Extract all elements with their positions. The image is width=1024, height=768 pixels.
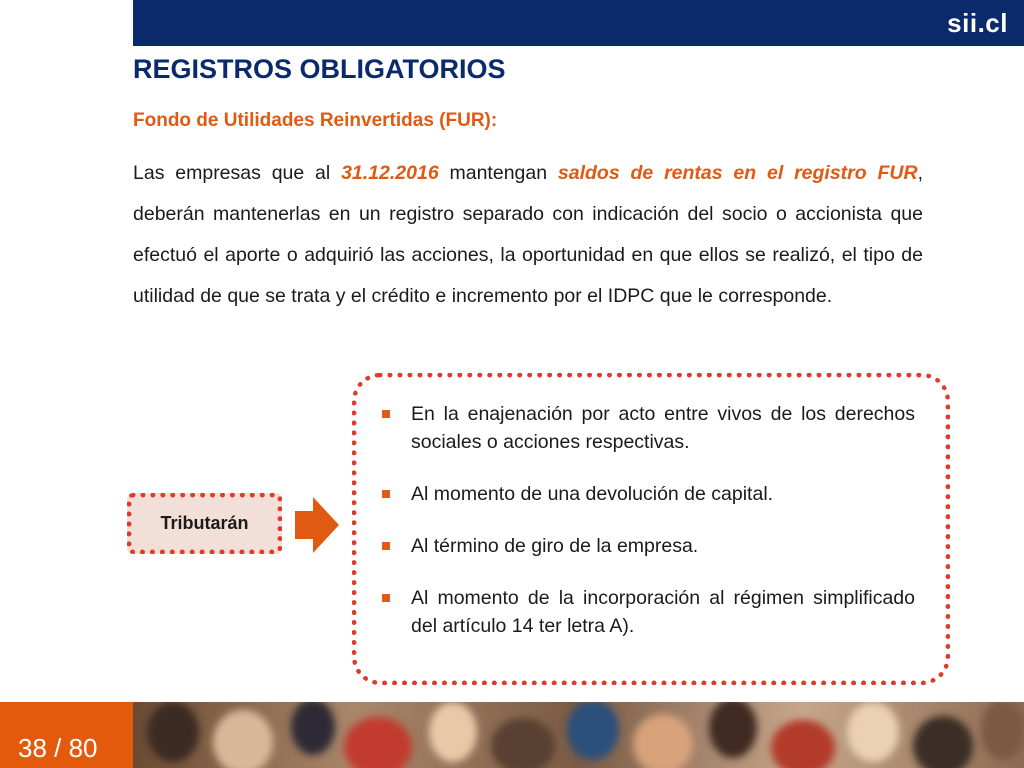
- highlight-fur-balances: saldos de rentas en el registro FUR: [557, 162, 918, 184]
- list-item-text: Al momento de la incorporación al régimen simplificado del artículo 14 ter letra A).: [411, 587, 915, 637]
- paragraph-text-2: mantengan: [438, 162, 558, 184]
- list-item-text: En la enajenación por acto entre vivos de los derechos sociales o acciones respectivas.: [411, 403, 915, 453]
- highlight-date: 31.12.2016: [341, 162, 439, 184]
- header-bar: [133, 0, 1024, 46]
- main-paragraph: [133, 153, 923, 317]
- slide-title: REGISTROS OBLIGATORIOS: [133, 54, 506, 84]
- bullet-square-icon: [382, 594, 390, 602]
- list-item-text: Al término de giro de la empresa.: [411, 535, 699, 557]
- bullet-square-icon: [382, 542, 390, 550]
- paragraph-text-3: , deberán mantenerlas en un registro separado con indicación del socio o accionista que efectuó el aporte o adquirió las acciones, la oportunidad en que ellos se realizó, el tipo de utilidad de que se trata y el crédito e incremento por el IDPC que le corresponde.: [133, 162, 923, 307]
- brand-logo[interactable]: sii.cl: [947, 8, 1008, 38]
- tributaran-box: [127, 493, 282, 554]
- tributaran-label: Tributarán: [160, 513, 249, 533]
- conditions-list: [380, 400, 915, 664]
- list-item: [380, 532, 915, 560]
- page-number: 38 / 80: [18, 733, 98, 763]
- list-item: [380, 584, 915, 640]
- list-item: [380, 400, 915, 456]
- slide-subtitle: Fondo de Utilidades Reinvertidas (FUR):: [133, 110, 498, 131]
- arrow-right-icon: [295, 497, 339, 553]
- crowd-photo-strip: [133, 702, 1024, 768]
- paragraph-text-1: Las empresas que al: [133, 162, 342, 184]
- bullet-square-icon: [382, 410, 390, 418]
- list-item-text: Al momento de una devolución de capital.: [411, 483, 774, 505]
- bullet-square-icon: [382, 490, 390, 498]
- list-item: [380, 480, 915, 508]
